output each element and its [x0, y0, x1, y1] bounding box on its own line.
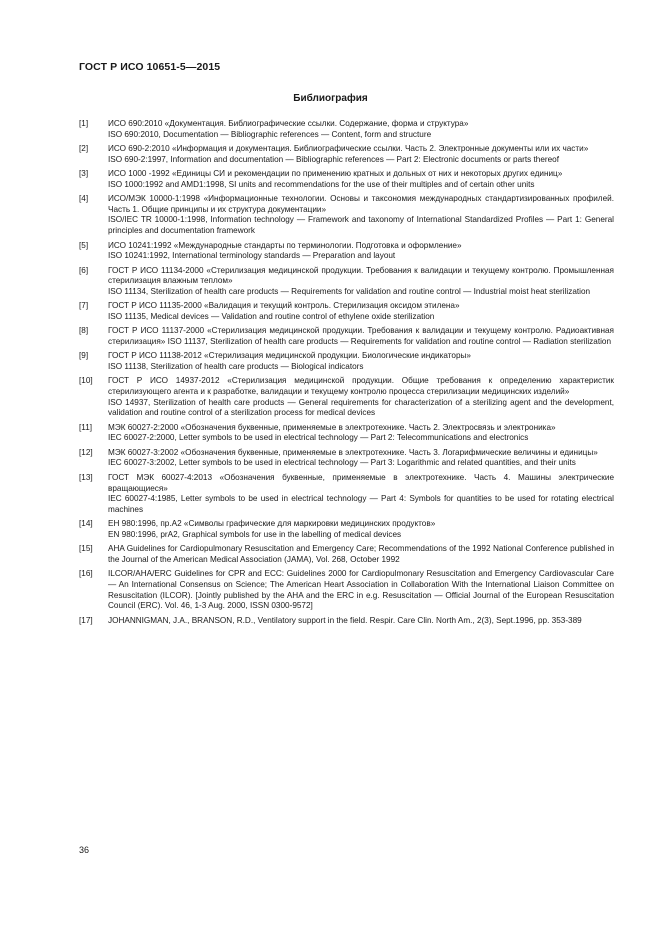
entry-line: IEC 60027-3:2002, Letter symbols to be used in electrical technology — Part 3: Logarithmic and related quantities, and their units — [108, 458, 576, 468]
entry-line: ИСО 10241:1992 «Международные стандарты по терминологии. Подготовка и оформление» — [108, 240, 462, 250]
entry-line: МЭК 60027-2:2000 «Обозначения буквенные, применяемые в электротехнике. Часть 2. Электросвязь и электроника» — [108, 422, 556, 432]
bibliography-entry — [79, 194, 614, 236]
entry-number: [13] — [79, 472, 93, 482]
entry-line: IEC 60027-4:1985, Letter symbols to be used in electrical technology — Part 4: Symbols for quantities to be used for rotating electrical machines — [108, 494, 614, 514]
entry-line: IEC 60027-2:2000, Letter symbols to be used in electrical technology — Part 2: Telecommunications and electronics — [108, 433, 529, 443]
bibliography-entry — [79, 266, 614, 298]
entry-text — [108, 473, 614, 515]
entry-number: [9] — [79, 351, 89, 361]
entry-line: ГОСТ Р ИСО 11135-2000 «Валидация и текущий контроль. Стерилизация оксидом этилена» — [108, 301, 460, 311]
entry-line: JOHANNIGMAN, J.A., BRANSON, R.D., Ventilatory support in the field. Respir. Care Clin. North Am., 2(3), Sept.1996, pp. 353-389 — [108, 615, 582, 625]
entry-text — [108, 616, 614, 627]
bibliography-entry — [79, 119, 614, 140]
entry-line: ГОСТ Р ИСО 14937-2012 «Стерилизация медицинской продукции. Общие требования к определению характеристик стерилизующего агента и к разработке, валидации и текущему контролю процесса стерилизации медицинских изделий» — [108, 376, 614, 397]
entry-number: [1] — [79, 119, 89, 128]
entry-number: [12] — [79, 447, 93, 457]
entry-line: ISO 11134, Sterilization of health care products — Requirements for validation and routine control — Industrial moist heat sterilization — [108, 286, 591, 296]
bibliography-entry — [79, 448, 614, 469]
bibliography-entry — [79, 569, 614, 611]
entry-line: EN 980:1996, prA2, Graphical symbols for use in the labelling of medical devices — [108, 529, 402, 539]
entry-text — [108, 544, 614, 565]
entry-number: [14] — [79, 519, 93, 529]
entry-line: ISO 14937, Sterilization of health care products — General requirements for characterization of a sterilizing agent and the development, validation and routine control of a sterilization process for medical devices — [108, 397, 614, 418]
entry-text — [108, 423, 614, 444]
entry-line: ISO 10241:1992, International terminology standards — Preparation and layout — [108, 251, 396, 261]
entry-number: [2] — [79, 144, 89, 154]
entry-line: ИСО 1000 -1992 «Единицы СИ и рекомендации по применению кратных и дольных от них и некоторых других единиц» — [108, 169, 563, 179]
entry-line: ГОСТ Р ИСО 11137-2000 «Стерилизация медицинской продукции. Требования к валидации и текущему контролю. Радиоактивная стерилизация» ISO 11137, Sterilization of health care products — Requirements for validation and routine control — Radiation sterilization — [108, 326, 614, 346]
entry-line: ИСО 690-2:2010 «Информация и документация. Библиографические ссылки. Часть 2. Электронные документы или их части» — [108, 144, 589, 154]
bibliography-entry — [79, 376, 614, 418]
bibliography-entry — [79, 544, 614, 565]
entry-number: [7] — [79, 301, 89, 311]
entry-number: [17] — [79, 615, 93, 625]
bibliography-entry — [79, 351, 614, 372]
entry-number: [16] — [79, 569, 93, 579]
entry-line: AHA Guidelines for Cardiopulmonary Resuscitation and Emergency Care; Recommendations of the 1992 National Conference published in the Journal of the American Medical Association (JAMA), Vol. 268, October 1992 — [108, 544, 614, 564]
bibliography-entry — [79, 169, 614, 190]
bibliography-entry — [79, 519, 614, 540]
entry-line: ISO 11135, Medical devices — Validation and routine control of ethylene oxide sterilization — [108, 311, 435, 321]
entry-line: ISO/IEC TR 10000-1:1998, Information technology — Framework and taxonomy of International Standardized Profiles — Part 1: General principles and documentation framework — [108, 215, 614, 236]
entry-number: [3] — [79, 169, 89, 179]
bibliography-entry — [79, 301, 614, 322]
bibliography-entry — [79, 241, 614, 262]
entry-text — [108, 144, 614, 165]
entry-line: ГОСТ Р ИСО 11134-2000 «Стерилизация медицинской продукции. Требования к валидации и текущему контролю. Промышленная стерилизация влажным теплом» — [108, 265, 614, 286]
entry-number: [4] — [79, 194, 89, 204]
entry-line: ИСО/МЭК 10000-1:1998 «Информационные технологии. Основы и таксономия международных стандартизированных профилей. Часть 1. Общие принципы и их структура документации» — [108, 194, 614, 214]
bibliography-entry — [79, 326, 614, 347]
entry-text — [108, 519, 614, 540]
entry-line: ИСО 690:2010 «Документация. Библиографические ссылки. Содержание, форма и структура» — [108, 119, 469, 128]
entry-text — [108, 569, 614, 611]
entry-text — [108, 376, 614, 418]
bibliography-entry — [79, 473, 614, 515]
entry-number: [10] — [79, 376, 93, 386]
entry-text — [108, 326, 614, 347]
bibliography-entry — [79, 423, 614, 444]
entry-line: ISO 690-2:1997, Information and documentation — Bibliographic references — Part 2: Electronic documents or parts thereof — [108, 154, 560, 164]
entry-number: [5] — [79, 240, 89, 250]
section-title: Библиография — [293, 93, 368, 104]
entry-line: МЭК 60027-3:2002 «Обозначения буквенные, применяемые в электротехнике. Часть 3. Логарифмические величины и единицы» — [108, 447, 598, 457]
entry-text — [108, 448, 614, 469]
document-header: ГОСТ Р ИСО 10651-5—2015 — [79, 61, 221, 73]
entry-number: [15] — [79, 544, 93, 554]
bibliography-list — [79, 119, 614, 630]
bibliography-entry — [79, 616, 614, 627]
entry-line: ГОСТ Р ИСО 11138-2012 «Стерилизация медицинской продукции. Биологические индикаторы» — [108, 351, 471, 361]
entry-line: ISO 11138, Sterilization of health care products — Biological indicators — [108, 362, 364, 371]
entry-line: ГОСТ МЭК 60027-4:2013 «Обозначения буквенные, применяемые в электротехнике. Часть 4. Машины электрические вращающиеся» — [108, 472, 614, 493]
entry-number: [8] — [79, 326, 89, 336]
entry-line: ЕН 980:1996, пр.А2 «Символы графические для маркировки медицинских продуктов» — [108, 519, 436, 529]
entry-text — [108, 241, 614, 262]
entry-line: ISO 690:2010, Documentation — Bibliographic references — Content, form and structure — [108, 129, 432, 139]
entry-text — [108, 301, 614, 322]
entry-text — [108, 194, 614, 236]
entry-number: [11] — [79, 422, 93, 432]
entry-text — [108, 169, 614, 190]
page-number: 36 — [79, 845, 90, 855]
entry-number: [6] — [79, 265, 89, 275]
entry-line: ILCOR/AHA/ERC Guidelines for CPR and ECC: Guidelines 2000 for Cardiopulmonary Resuscitation and Emergency Cardiovascular Care — An International Consensus on Science; The American Heart Association in Collaboration With the International Liaison Committee on Resuscitation (ILCOR). [Jointly published by the AHA and the ERC in e.g. Resuscitation — Official Journal of the European Resuscitation Council (ERC). Vol. 46, 1-3 Aug. 2000, ISSN 0300-9572] — [108, 569, 614, 611]
entry-text — [108, 119, 614, 140]
entry-text — [108, 351, 614, 372]
entry-text — [108, 266, 614, 298]
entry-line: ISO 1000:1992 and AMD1:1998, SI units and recommendations for the use of their multiples and of certain other units — [108, 179, 535, 189]
bibliography-entry — [79, 144, 614, 165]
